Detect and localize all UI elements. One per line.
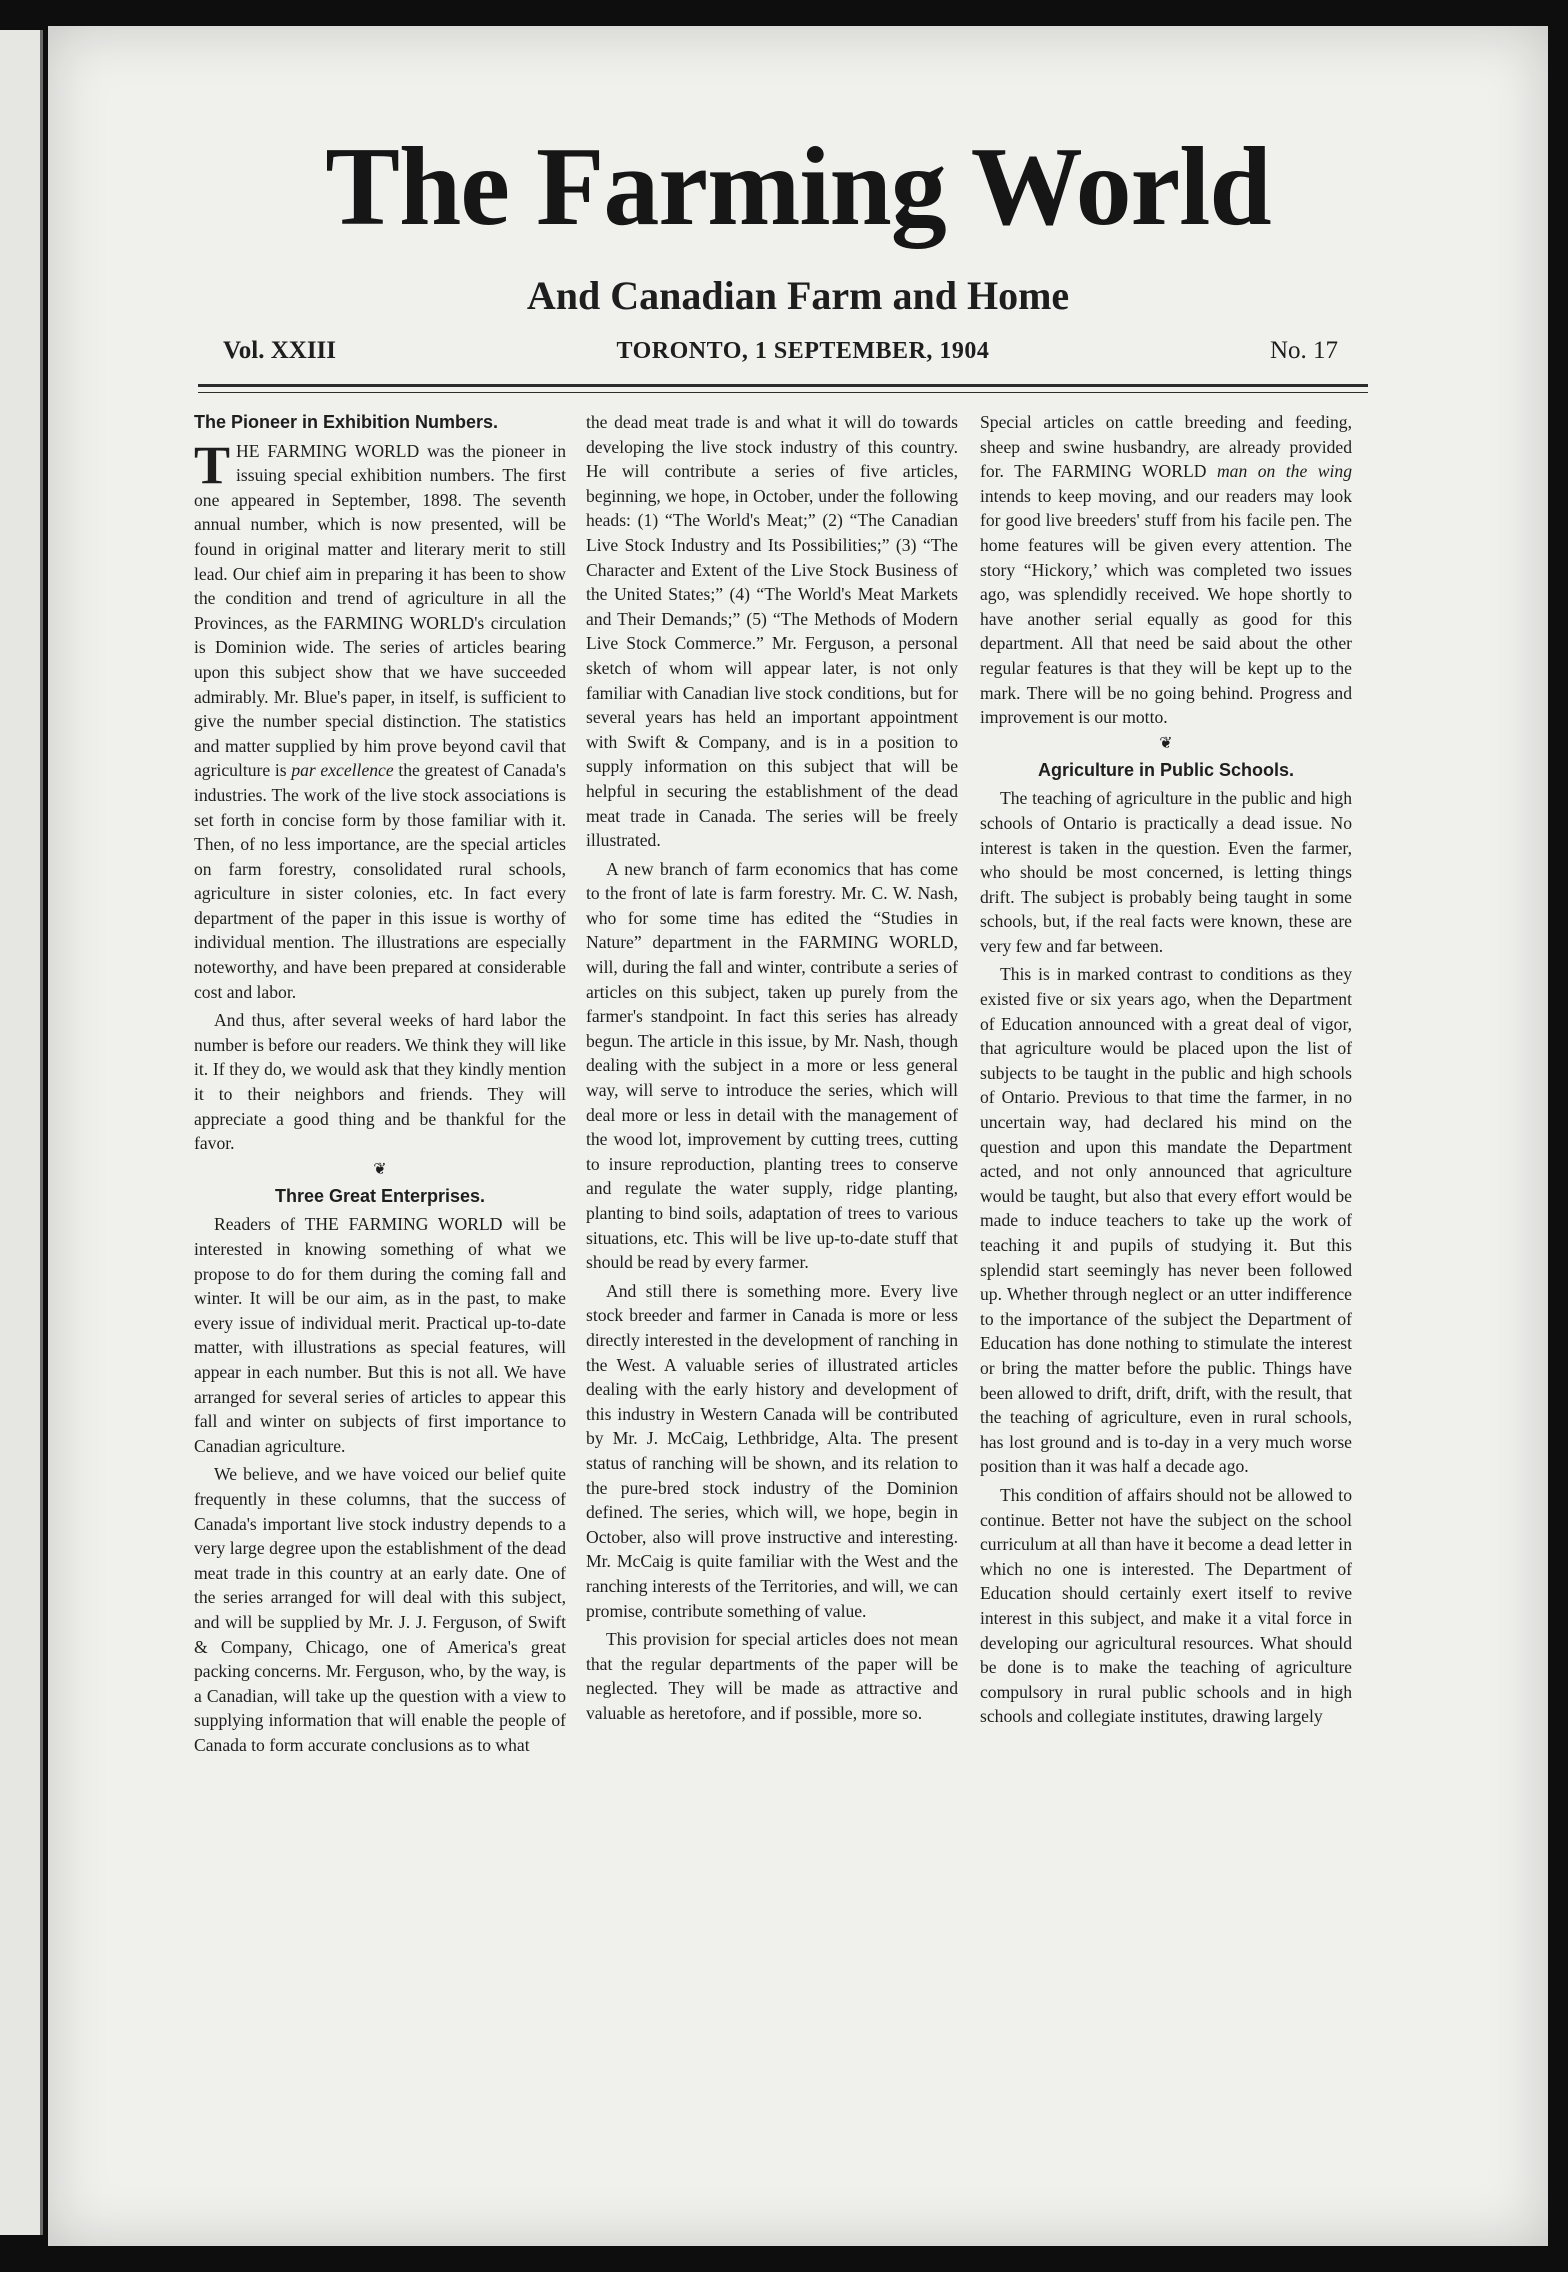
place-date: TORONTO, 1 SEPTEMBER, 1904 bbox=[616, 337, 990, 364]
paragraph: This condition of affairs should not be allowed to continue. Better not have the subject on the school curriculum at all than have it become a dead letter in which no one is interested. The Department of Education should certainly exert itself to revive interest in this subject, and make it a vital force in developing our agricultural resources. What should be done is to make the teaching of agriculture compulsory in rural public schools and in high schools and collegiate institutes, drawing largely bbox=[980, 1484, 1352, 1727]
article-heading-pioneer: The Pioneer in Exhibition Numbers. bbox=[194, 412, 499, 432]
paragraph: And still there is something more. Every live stock breeder and farmer in Canada is more or less directly interested in the development of ranching in the West. A valuable series of illustrated articles dealing with the early history and development of this industry in Western Canada will be contributed by Mr. J. McCaig, Lethbridge, Alta. The present status of ranching will be shown, and its relation to the pure-bred stock industry of the Dominion defined. The series, which will, we hope, begin in October, also will prove instructive and interesting. Mr. McCaig is quite familiar with the West and the ranching interests of the Territories, and will, we can promise, contribute something of value. bbox=[586, 1280, 958, 1621]
paragraph: This provision for special articles does not mean that the regular departments of the paper will be neglected. They will be made as attractive and valuable as heretofore, and if possible, more so. bbox=[586, 1629, 958, 1723]
column-3 bbox=[980, 410, 1352, 1729]
emphasis: par excellence bbox=[291, 760, 394, 781]
text-run: HE FARMING WORLD was the pioneer in issuing special exhibition numbers. The first one appeared in September, 1898. The seventh annual number, which is now presented, will be found in original matter and literary merit to still lead. Our chief aim in preparing it has been to show the condition and trend of agriculture in all the Provinces, as the FARMING WORLD's circulation is Dominion wide. The series of articles bearing upon this subject show that we have succeeded admirably. Mr. Blue's paper, in itself, is sufficient to give the number special distinction. The statistics and matter supplied by him prove beyond cavil that agriculture is bbox=[194, 440, 566, 781]
paragraph: the dead meat trade is and what it will do towards developing the live stock industry of this country. He will contribute a series of five articles, beginning, we hope, in October, under the following heads: (1) “The World's Meat;” (2) “The Canadian Live Stock Industry and Its Possibilities;” (3) “The Character and Extent of the Live Stock Business of the United States;” (4) “The World's Meat Markets and Their Demands;” (5) “The Methods of Modern Live Stock Commerce.” Mr. Ferguson, a personal sketch of whom will appear later, is not only familiar with Canadian live stock conditions, but for several years has held an important appointment with Swift & Company, and is in a position to supply information on this subject that will be helpful in securing the establishment of the dead meat trade in Canada. The series will be freely illustrated. bbox=[586, 412, 958, 851]
article-heading-schools: Agriculture in Public Schools. bbox=[1037, 759, 1295, 780]
issue-number: No. 17 bbox=[1269, 337, 1338, 364]
paragraph: We believe, and we have voiced our belief quite frequently in these columns, that the success of Canada's important live stock industry depends to a very large degree upon the establishment of the dead meat trade in this country at an early date. One of the series arranged for will deal with this subject, and will be supplied by Mr. J. J. Ferguson, of Swift & Company, Chicago, one of America's great packing concerns. Mr. Ferguson, who, by the way, is a Canadian, will take up the question with a view to supplying information that will enable the people of Canada to form accurate conclusions as to what bbox=[194, 1464, 566, 1755]
paragraph: And thus, after several weeks of hard labor the number is before our readers. We think they will like it. If they do, we would ask that they kindly mention it to their neighbors and friends. They will appreciate a good thing and be thankful for the favor. bbox=[194, 1010, 566, 1154]
header-rule-thick bbox=[198, 384, 1368, 387]
newspaper-page bbox=[48, 26, 1548, 2246]
text-run: the greatest of Canada's industries. The work of the live stock associations is set forth in concise form by those familiar with it. Then, of no less importance, are the special articles on farm forestry, consolidated rural schools, agriculture in sister colonies, etc. In fact every department of the paper in this issue is worthy of individual mention. The illustrations are especially noteworthy, and have been prepared at considerable cost and labor. bbox=[194, 760, 567, 1002]
article-heading-enterprises: Three Great Enterprises. bbox=[274, 1185, 486, 1206]
ornament-icon: ❦ bbox=[1159, 734, 1173, 752]
previous-page-edge bbox=[0, 30, 43, 2235]
paragraph: Readers of THE FARMING WORLD will be interested in knowing something of what we propose to do for them during the coming fall and winter. It will be our aim, as in the past, to make every issue of individual merit. Practical up-to-date matter, with illustrations as special features, will appear in each number. But this is not all. We have arranged for several series of articles to appear this fall and winter on subjects of first importance to Canadian agriculture. bbox=[194, 1214, 566, 1456]
paragraph: A new branch of farm economics that has come to the front of late is farm forestry. Mr. C. W. Nash, who for some time has edited the “Studies in Nature” department in the FARMING WORLD, will, during the fall and winter, contribute a series of articles on this subject, taken up purely from the farmer's standpoint. In fact this series has already begun. The article in this issue, by Mr. Nash, though dealing with the subject in a more or less general way, will serve to introduce the series, which will deal more or less in detail with the management of the wood lot, improvement by cutting trees, cutting to insure reproduction, planting trees to conserve and regulate the water supply, ridge planting, planting to bind soils, adaptation of trees to various situations, etc. This will be live up-to-date stuff that should be read by every farmer. bbox=[586, 858, 958, 1273]
paragraph bbox=[194, 434, 567, 1005]
paragraph: The teaching of agriculture in the public and high schools of Ontario is practically a dead issue. No interest is taken in the question. Even the farmer, who should be most concerned, is letting things drift. The subject is probably being taught in some schools, but, if the real facts were known, these are very few and far between. bbox=[980, 788, 1352, 956]
volume-label: Vol. XXIII bbox=[223, 337, 337, 364]
masthead-title: The Farming World bbox=[325, 125, 1271, 249]
header-rule-thin bbox=[198, 392, 1368, 393]
emphasis: man on the wing bbox=[1216, 461, 1352, 482]
masthead-subtitle: And Canadian Farm and Home bbox=[526, 273, 1070, 318]
issue-line bbox=[223, 334, 1338, 368]
column-2 bbox=[586, 410, 958, 1725]
ornament-icon: ❦ bbox=[373, 1160, 387, 1178]
drop-cap: T bbox=[194, 434, 231, 495]
paragraph bbox=[980, 410, 1352, 730]
text-run: Special articles on cattle breeding and feeding, sheep and swine husbandry, are already provided for. The FARMING WORLD bbox=[980, 412, 1352, 482]
text-run: intends to keep moving, and our readers may look for good live breeders' stuff from his facile pen. The home features will be given every attention. The story “Hickory,’ which was completed two issues ago, was splendidly received. We hope shortly to have another serial equally as good for this department. All that need be said about the other regular features is that they will be kept up to the mark. There will be no going behind. Progress and improvement is our motto. bbox=[980, 485, 1352, 728]
column-1 bbox=[194, 410, 566, 1757]
paragraph: This is in marked contrast to conditions as they existed five or six years ago, when the Department of Education announced with a great deal of vigor, that agriculture would be placed upon the list of subjects to be taught in the public and high schools of Ontario. Previous to that time the farmer, in no uncertain way, had declared his mind on the question and upon this mandate the Department acted, and not only announced that agriculture would be taught, but also that every effort would be made to induce teachers to take up the work of teaching it and pupils of studying it. But this splendid start seemingly has never been followed up. Whether through neglect or an utter indifference to the importance of the subject the Department of Education has done nothing to stimulate the interest or bring the matter before the public. Things have been allowed to drift, drift, drift, with the result, that the teaching of agriculture, even in rural schools, has lost ground and is to-day in a very much worse position than it was half a decade ago. bbox=[980, 964, 1352, 1477]
